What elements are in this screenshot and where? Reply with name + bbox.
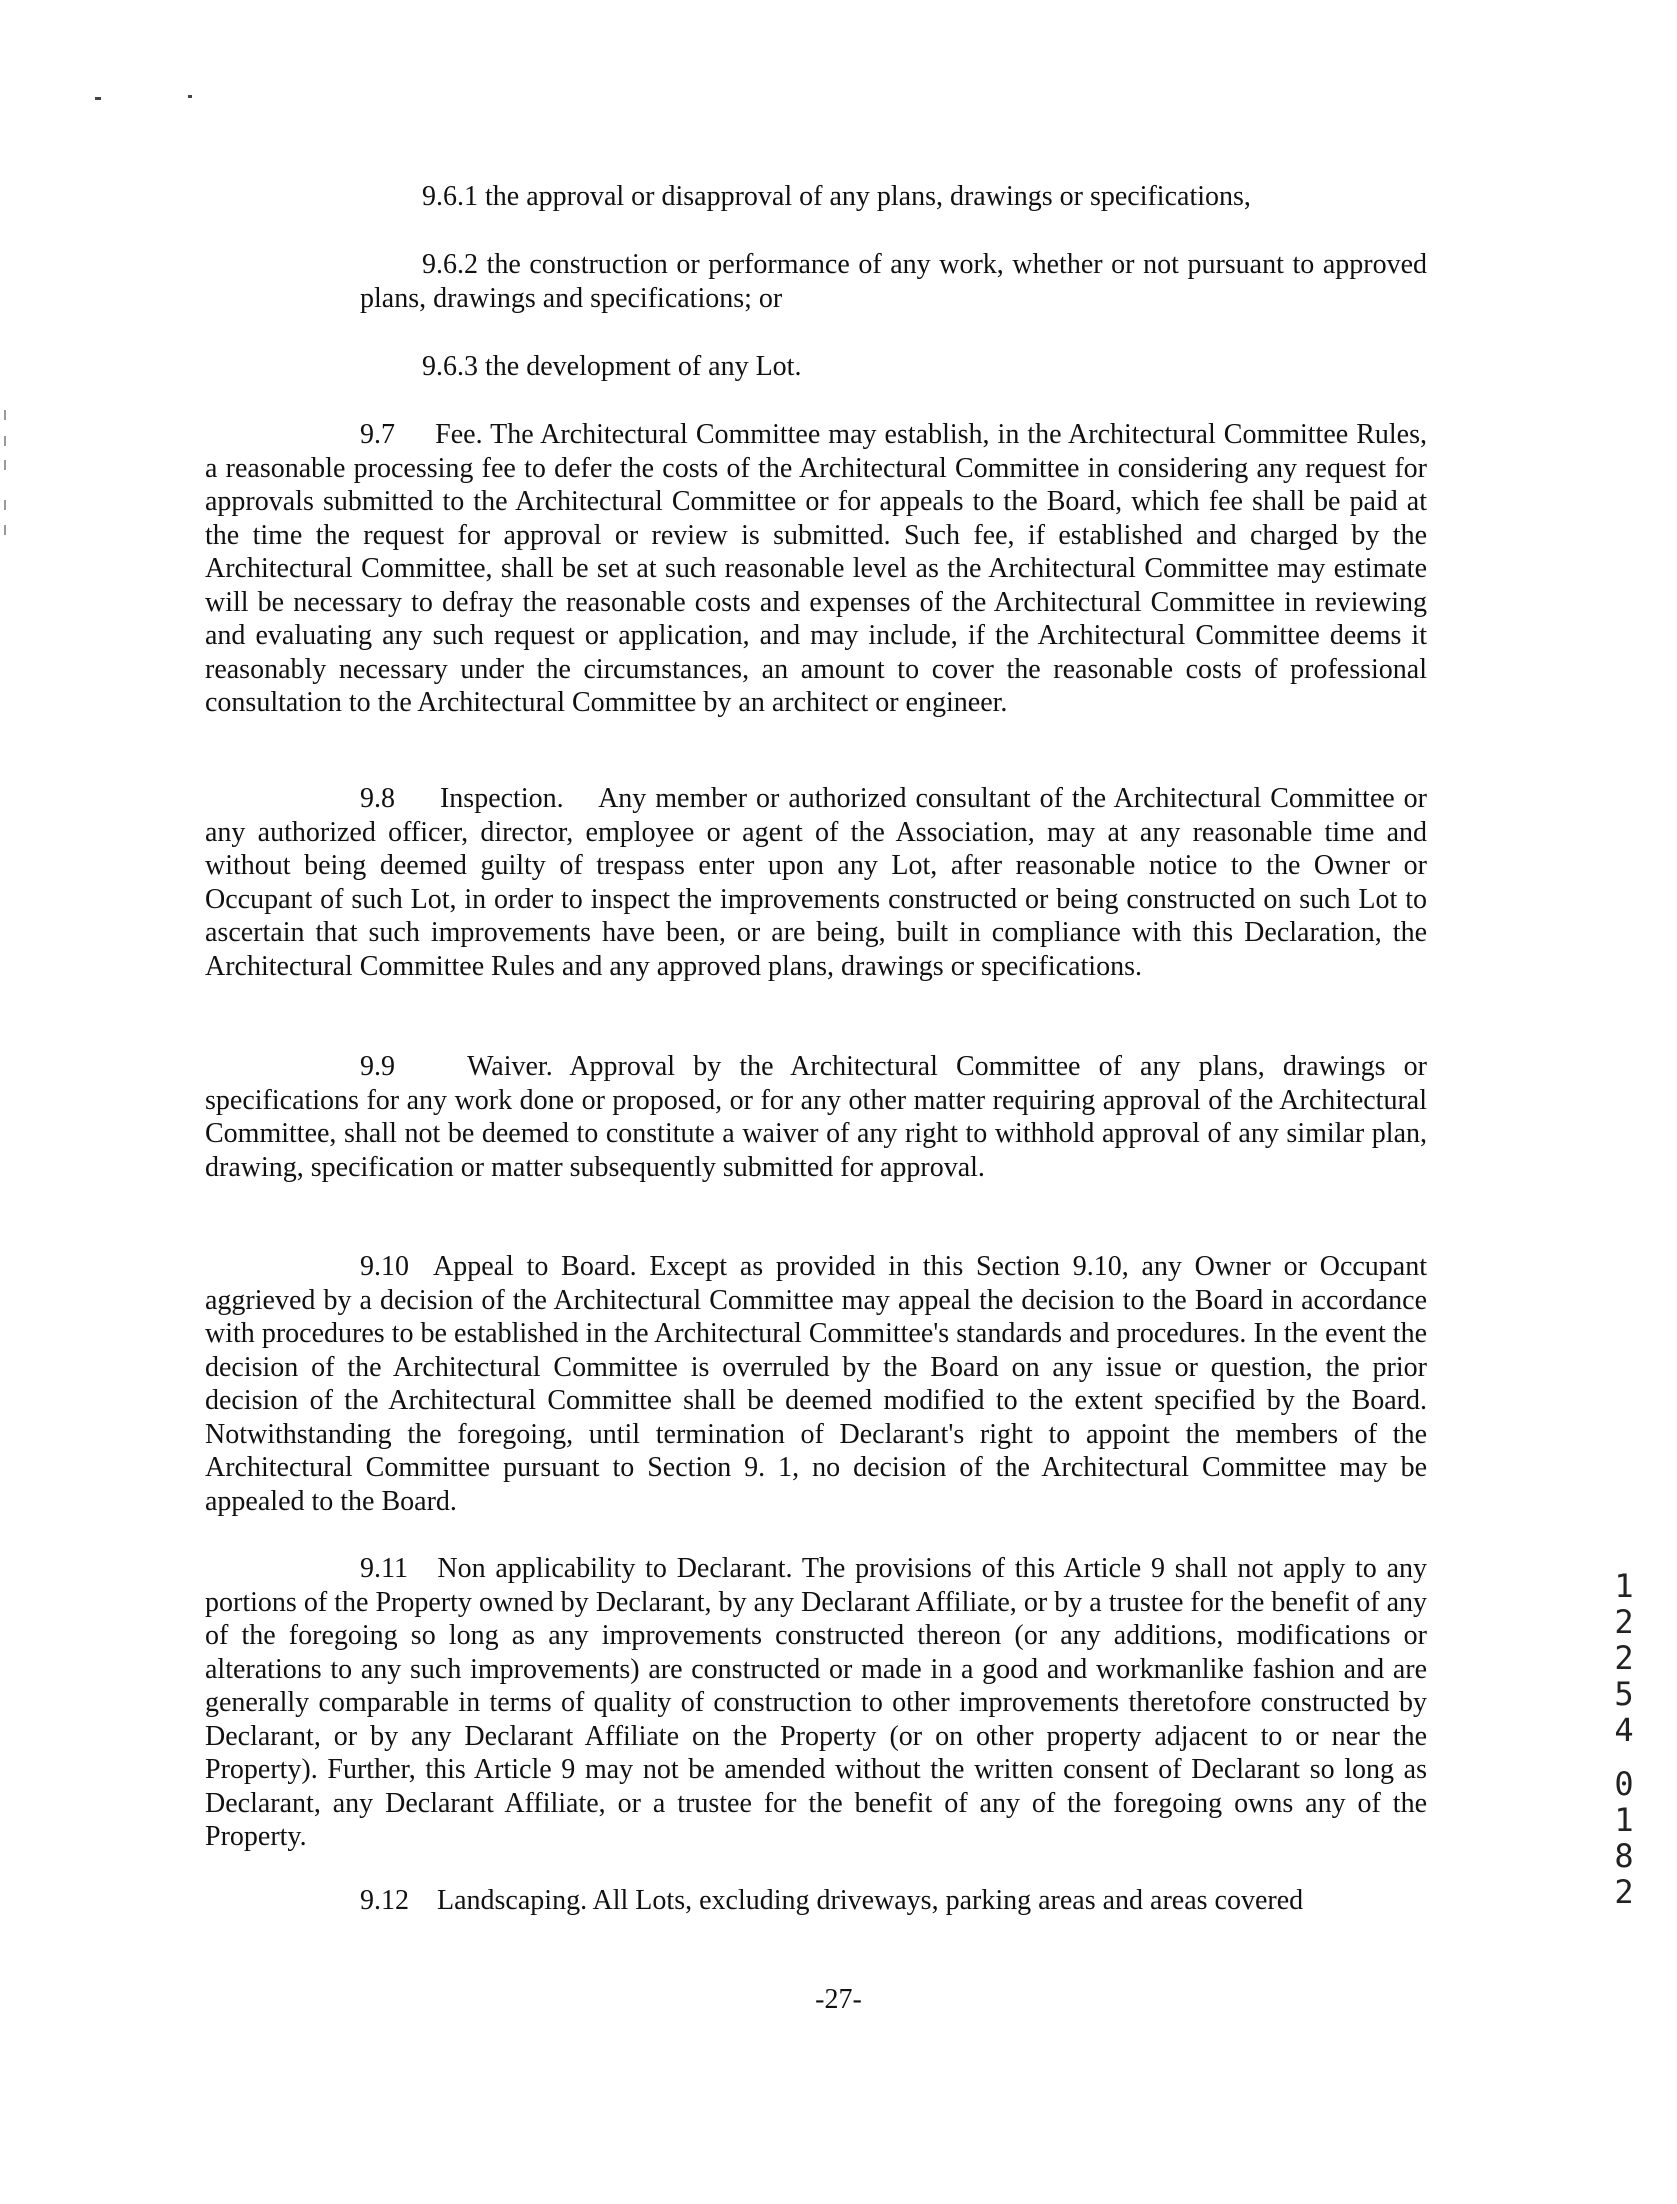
section-heading: Non applicability to Declarant.: [437, 1553, 793, 1584]
subsection-9-6-3: [360, 350, 1427, 384]
section-9-8: [205, 782, 1427, 983]
stamp-digit: 2: [1614, 1873, 1634, 1911]
section-number: 9.12: [360, 1885, 409, 1916]
subsection-text: 9.6.3 the development of any Lot.: [422, 351, 802, 382]
section-number: 9.11: [360, 1553, 408, 1584]
section-heading: Fee.: [435, 419, 483, 450]
subsection-9-6-2: [360, 248, 1427, 315]
page-number: -27-: [815, 1984, 862, 2015]
section-9-9: [205, 1050, 1427, 1184]
subsection-text: 9.6.1 the approval or disapproval of any plans, drawings or specifications,: [422, 181, 1251, 212]
section-text: Except as provided in this Section 9.10, any Owner or Occupant aggrieved by a decision of the Architectural Committee may appeal the decision to the Board in accordance with procedures to be established in the Architectural Committee's standards and procedures. In the event the decision of the Architectural Committee is overruled by the Board on any issue or question, the prior decision of the Architectural Committee shall be deemed modified to the extent specified by the Board. Notwithstanding the foregoing, until termination of Declarant's right to appoint the members of the Architectural Committee pursuant to Section 9. 1, no decision of the Architectural Committee may be appealed to the Board.: [205, 1251, 1428, 1517]
scan-edge-mark: [4, 500, 6, 510]
scan-edge-mark: [4, 460, 6, 470]
subsection-9-6-1: [360, 180, 1427, 214]
recording-number-stamp: [1604, 1568, 1644, 1910]
stamp-digit: 1: [1614, 1567, 1634, 1605]
scan-edge-mark: [4, 410, 6, 420]
section-text: Approval by the Architectural Committee of any plans, drawings or specifications for any work done or proposed, or for any other matter requiring approval of the Architectural Committee, shall not be deemed to constitute a waiver of any right to withhold approval of any similar plan, drawing, specification or matter subsequently submitted for approval.: [205, 1051, 1427, 1183]
section-heading: Landscaping.: [437, 1885, 588, 1916]
section-text: All Lots, excluding driveways, parking areas and areas covered: [592, 1885, 1304, 1916]
subsection-text: 9.6.2 the construction or performance of any work, whether or not pursuant to approved plans, drawings and specifications; or: [360, 249, 1427, 314]
scan-edge-mark: [4, 525, 6, 535]
section-9-11: [205, 1552, 1427, 1854]
section-number: 9.7: [360, 419, 395, 450]
scan-edge-mark: [4, 436, 6, 446]
stamp-digit: 0: [1614, 1765, 1634, 1803]
section-heading: Inspection.: [439, 783, 564, 814]
stamp-digit: 1: [1614, 1801, 1634, 1839]
section-9-7: [205, 418, 1427, 720]
section-heading: Appeal to Board.: [432, 1251, 637, 1282]
stamp-digit: 5: [1614, 1675, 1634, 1713]
section-9-12: [205, 1884, 1427, 1918]
section-heading: Waiver.: [467, 1051, 553, 1082]
scan-speck: [95, 97, 101, 100]
section-number: 9.8: [360, 783, 395, 814]
section-text: The Architectural Committee may establish, in the Architectural Committee Rules, a reasonable processing fee to defer the costs of the Architectural Committee in considering any request for approvals submitted to the Architectural Committee or for appeals to the Board, which fee shall be paid at the time the request for approval or review is submitted. Such fee, if established and charged by the Architectural Committee, shall be set at such reasonable level as the Architectural Committee may estimate will be necessary to defray the reasonable costs and expenses of the Architectural Committee in reviewing and evaluating any such request or application, and may include, if the Architectural Committee deems it reasonably necessary under the circumstances, an amount to cover the reasonable costs of professional consultation to the Architectural Committee by an architect or engineer.: [205, 419, 1428, 718]
section-text: The provisions of this Article 9 shall not apply to any portions of the Property owned by Declarant, by any Declarant Affiliate, or by a trustee for the benefit of any of the foregoing so long as any improvements constructed thereon (or any additions, modifications or alterations to any such improvements) are constructed or made in a good and workmanlike fashion and are generally comparable in terms of quality of construction to other improvements theretofore constructed by Declarant, or by any Declarant Affiliate on the Property (or on other property adjacent to or near the Property). Further, this Article 9 may not be amended without the written consent of Declarant so long as Declarant, any Declarant Affiliate, or a trustee for the benefit of any of the foregoing owns any of the Property.: [205, 1553, 1428, 1852]
scan-speck: [188, 95, 192, 98]
section-number: 9.9: [360, 1051, 395, 1082]
stamp-digit: 2: [1614, 1603, 1634, 1641]
stamp-digit: 2: [1614, 1639, 1634, 1677]
section-9-10: [205, 1250, 1427, 1518]
section-text: Any member or authorized consultant of the Architectural Committee or any authorized officer, director, employee or agent of the Association, may at any reasonable time and without being deemed guilty of trespass enter upon any Lot, after reasonable notice to the Owner or Occupant of such Lot, in order to inspect the improvements constructed or being constructed on such Lot to ascertain that such improvements have been, or are being, built in compliance with this Declaration, the Architectural Committee Rules and any approved plans, drawings or specifications.: [205, 783, 1427, 982]
stamp-digit: 8: [1614, 1837, 1634, 1875]
section-number: 9.10: [360, 1251, 409, 1282]
stamp-digit: 4: [1614, 1711, 1634, 1749]
